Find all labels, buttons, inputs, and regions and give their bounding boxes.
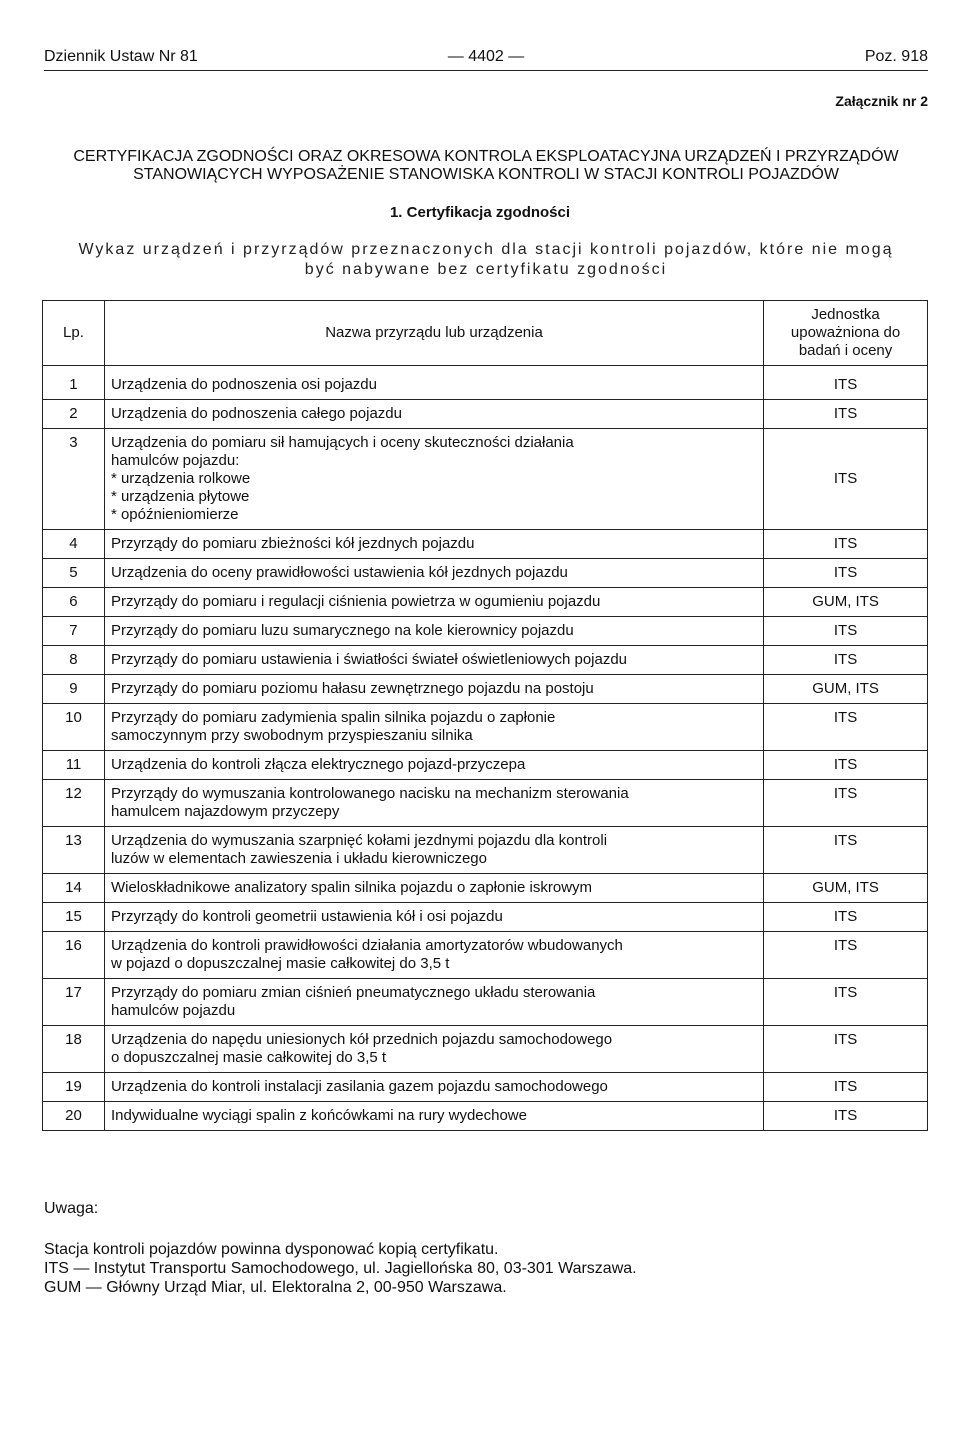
- row-number: 19: [43, 1073, 105, 1102]
- row-authorized-unit: ITS: [764, 1073, 928, 1102]
- row-authorized-unit: ITS: [764, 903, 928, 932]
- header-rule: [44, 70, 928, 71]
- row-number: 9: [43, 675, 105, 704]
- device-name-line: * opóźnieniomierze: [110, 506, 239, 523]
- section-title: 1. Certyfikacja zgodności: [389, 204, 571, 221]
- device-name-line: * urządzenia rolkowe: [110, 470, 251, 487]
- row-device-name: [104, 1026, 763, 1073]
- row-number: 16: [43, 932, 105, 979]
- row-device-name: [104, 617, 763, 646]
- row-number: 18: [43, 1026, 105, 1073]
- row-number: 13: [43, 827, 105, 874]
- table-row: [43, 400, 928, 429]
- page-number: — 4402 —: [447, 48, 525, 65]
- row-device-name: [104, 1102, 763, 1131]
- row-number: 5: [43, 559, 105, 588]
- row-authorized-unit: ITS: [764, 704, 928, 751]
- table-row: [43, 704, 928, 751]
- row-number: 6: [43, 588, 105, 617]
- table-row: [43, 588, 928, 617]
- note-line: Stacja kontroli pojazdów powinna dysponować kopią certyfikatu.: [44, 1241, 499, 1258]
- row-number: 8: [43, 646, 105, 675]
- annex-label: Załącznik nr 2: [835, 93, 928, 109]
- row-device-name: [104, 979, 763, 1026]
- header-name: Nazwa przyrządu lub urządzenia: [104, 301, 763, 366]
- row-authorized-unit: GUM, ITS: [764, 588, 928, 617]
- row-device-name: [104, 751, 763, 780]
- table-row: [43, 903, 928, 932]
- device-name-line: Indywidualne wyciągi spalin z końcówkami na rury wydechowe: [110, 1107, 527, 1124]
- device-name-line: o dopuszczalnej masie całkowitej do 3,5 t: [110, 1049, 387, 1066]
- device-name-line: samoczynnym przy swobodnym przyspieszaniu silnika: [110, 727, 473, 744]
- table-row: [43, 979, 928, 1026]
- row-number: 10: [43, 704, 105, 751]
- row-number: 17: [43, 979, 105, 1026]
- table-row: [43, 780, 928, 827]
- row-device-name: [104, 646, 763, 675]
- row-device-name: [104, 400, 763, 429]
- device-name-line: Przyrządy do pomiaru zbieżności kół jezdnych pojazdu: [110, 535, 475, 552]
- subtitle: [44, 240, 928, 280]
- device-name-line: Przyrządy do pomiaru luzu sumarycznego na kole kierownicy pojazdu: [110, 622, 574, 639]
- device-name-line: Urządzenia do pomiaru sił hamujących i oceny skuteczności działania: [110, 434, 574, 451]
- table-row: [43, 559, 928, 588]
- device-name-line: hamulców pojazdu: [110, 1002, 236, 1019]
- table-row: [43, 874, 928, 903]
- table-row: [43, 1102, 928, 1131]
- row-number: 1: [43, 366, 105, 400]
- device-name-line: Wieloskładnikowe analizatory spalin silnika pojazdu o zapłonie iskrowym: [110, 879, 593, 896]
- table-row: [43, 1073, 928, 1102]
- main-title-line: STANOWIĄCYCH WYPOSAŻENIE STANOWISKA KONTROLI W STACJI KONTROLI POJAZDÓW: [133, 166, 839, 183]
- row-device-name: [104, 932, 763, 979]
- row-number: 12: [43, 780, 105, 827]
- row-device-name: [104, 903, 763, 932]
- device-name-line: Przyrządy do pomiaru ustawienia i światłości świateł oświetleniowych pojazdu: [110, 651, 628, 668]
- row-device-name: [104, 366, 763, 400]
- subtitle-line: być nabywane bez certyfikatu zgodności: [304, 261, 668, 278]
- main-title-line: CERTYFIKACJA ZGODNOŚCI ORAZ OKRESOWA KONTROLA EKSPLOATACYJNA URZĄDZEŃ I PRZYRZĄDÓW: [73, 148, 899, 165]
- row-device-name: [104, 588, 763, 617]
- row-authorized-unit: ITS: [764, 559, 928, 588]
- device-name-line: Urządzenia do kontroli złącza elektrycznego pojazd-przyczepa: [110, 756, 526, 773]
- row-authorized-unit: ITS: [764, 827, 928, 874]
- main-title: [44, 148, 928, 184]
- note-line: GUM — Główny Urząd Miar, ul. Elektoralna 2, 00-950 Warszawa.: [44, 1279, 507, 1296]
- row-authorized-unit: ITS: [764, 751, 928, 780]
- row-authorized-unit: ITS: [764, 1102, 928, 1131]
- table-row: [43, 1026, 928, 1073]
- row-authorized-unit: ITS: [764, 1026, 928, 1073]
- row-authorized-unit: ITS: [764, 780, 928, 827]
- row-device-name: [104, 559, 763, 588]
- device-name-line: w pojazd o dopuszczalnej masie całkowitej do 3,5 t: [110, 955, 450, 972]
- row-device-name: [104, 827, 763, 874]
- device-name-line: Urządzenia do podnoszenia całego pojazdu: [110, 405, 402, 422]
- table-row: [43, 646, 928, 675]
- device-name-line: Przyrządy do pomiaru zadymienia spalin silnika pojazdu o zapłonie: [110, 709, 556, 726]
- row-number: 4: [43, 530, 105, 559]
- subtitle-line: Wykaz urządzeń i przyrządów przeznaczonych dla stacji kontroli pojazdów, które nie mogą: [78, 241, 894, 258]
- table-body: [43, 366, 928, 1131]
- row-device-name: [104, 1073, 763, 1102]
- notes: [44, 1240, 637, 1297]
- row-device-name: [104, 429, 763, 530]
- table-row: [43, 932, 928, 979]
- note-line: ITS — Instytut Transportu Samochodowego, ul. Jagiellońska 80, 03-301 Warszawa.: [44, 1260, 637, 1277]
- table-row: [43, 429, 928, 530]
- table-row: [43, 675, 928, 704]
- device-name-line: Urządzenia do kontroli instalacji zasilania gazem pojazdu samochodowego: [110, 1078, 608, 1095]
- row-device-name: [104, 530, 763, 559]
- row-device-name: [104, 780, 763, 827]
- row-device-name: [104, 874, 763, 903]
- device-name-line: Przyrządy do pomiaru poziomu hałasu zewnętrznego pojazdu na postoju: [110, 680, 594, 697]
- note-label: Uwaga:: [44, 1200, 99, 1217]
- row-authorized-unit: ITS: [764, 366, 928, 400]
- device-name-line: Przyrządy do wymuszania kontrolowanego nacisku na mechanizm sterowania: [110, 785, 629, 802]
- row-number: 14: [43, 874, 105, 903]
- row-number: 11: [43, 751, 105, 780]
- row-authorized-unit: ITS: [764, 530, 928, 559]
- row-authorized-unit: GUM, ITS: [764, 874, 928, 903]
- device-name-line: Urządzenia do kontroli prawidłowości działania amortyzatorów wbudowanych: [110, 937, 623, 954]
- device-name-line: Urządzenia do podnoszenia osi pojazdu: [110, 376, 377, 393]
- table-row: [43, 366, 928, 400]
- row-authorized-unit: GUM, ITS: [764, 675, 928, 704]
- device-name-line: hamulców pojazdu:: [110, 452, 240, 469]
- row-number: 2: [43, 400, 105, 429]
- table-row: [43, 530, 928, 559]
- row-number: 20: [43, 1102, 105, 1131]
- header-unit-line: upoważniona do: [790, 324, 901, 341]
- page-header: [44, 48, 928, 70]
- row-authorized-unit: ITS: [764, 617, 928, 646]
- row-authorized-unit: ITS: [764, 646, 928, 675]
- table-row: [43, 617, 928, 646]
- device-name-line: * urządzenia płytowe: [110, 488, 250, 505]
- row-number: 7: [43, 617, 105, 646]
- table-header-row: [43, 301, 928, 366]
- header-lp: Lp.: [43, 301, 105, 366]
- device-name-line: Urządzenia do napędu uniesionych kół przednich pojazdu samochodowego: [110, 1031, 613, 1048]
- position-number: Poz. 918: [864, 48, 928, 65]
- row-authorized-unit: ITS: [764, 400, 928, 429]
- row-authorized-unit: ITS: [764, 429, 928, 530]
- device-name-line: Przyrządy do kontroli geometrii ustawienia kół i osi pojazdu: [110, 908, 503, 925]
- table-row: [43, 827, 928, 874]
- devices-table: [42, 300, 928, 1131]
- device-name-line: Urządzenia do oceny prawidłowości ustawienia kół jezdnych pojazdu: [110, 564, 568, 581]
- journal-name: Dziennik Ustaw Nr 81: [44, 48, 198, 65]
- header-unit-line: Jednostka: [811, 306, 880, 323]
- device-name-line: Przyrządy do pomiaru i regulacji ciśnienia powietrza w ogumieniu pojazdu: [110, 593, 601, 610]
- device-name-line: luzów w elementach zawieszenia i układu kierowniczego: [110, 850, 487, 867]
- row-authorized-unit: ITS: [764, 932, 928, 979]
- header-unit-line: badań i oceny: [798, 342, 893, 359]
- table-row: [43, 751, 928, 780]
- header-unit: [764, 301, 928, 366]
- row-number: 3: [43, 429, 105, 530]
- row-device-name: [104, 675, 763, 704]
- device-name-line: hamulcem najazdowym przyczepy: [110, 803, 340, 820]
- row-number: 15: [43, 903, 105, 932]
- row-device-name: [104, 704, 763, 751]
- device-name-line: Urządzenia do wymuszania szarpnięć kołami jezdnymi pojazdu dla kontroli: [110, 832, 608, 849]
- row-authorized-unit: ITS: [764, 979, 928, 1026]
- device-name-line: Przyrządy do pomiaru zmian ciśnień pneumatycznego układu sterowania: [110, 984, 596, 1001]
